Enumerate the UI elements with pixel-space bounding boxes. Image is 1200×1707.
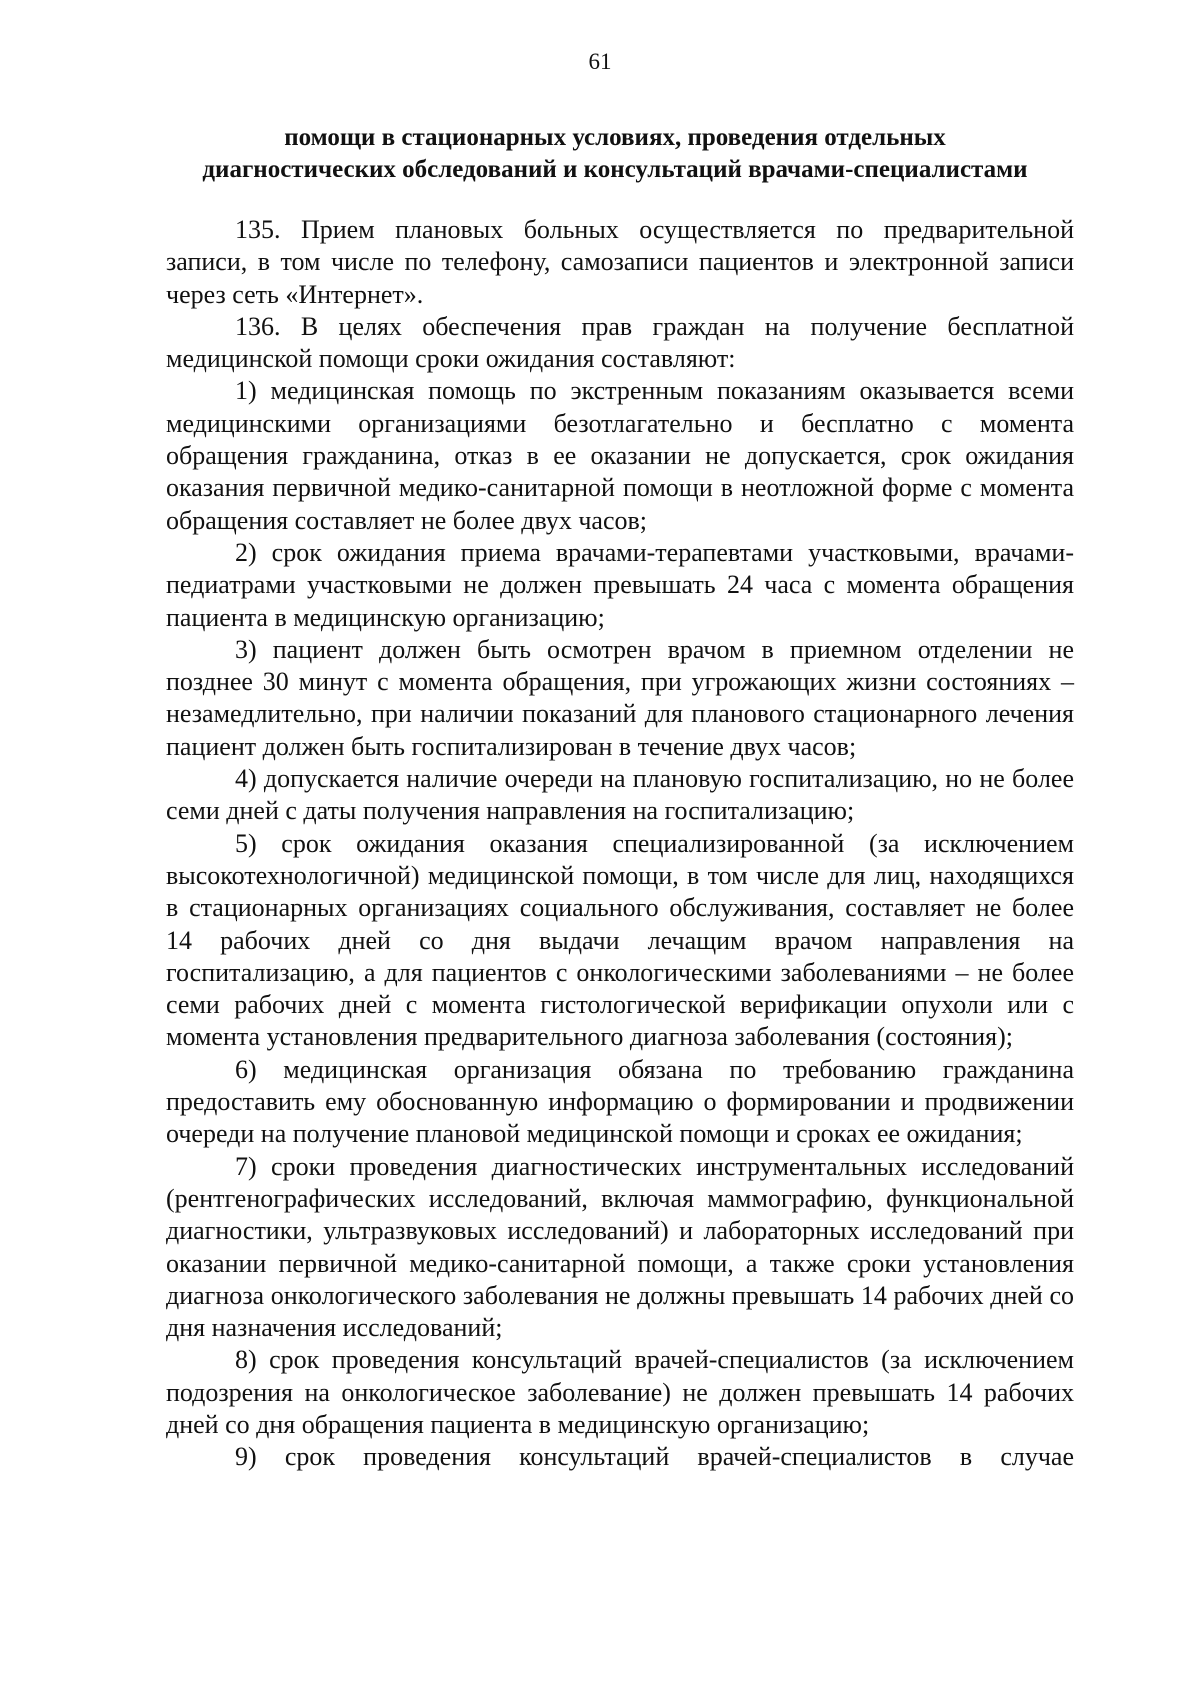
list-item-8: 8) срок проведения консультаций врачей-специалистов (за исключением подозрения на онкологическое заболевание) не должен превышать 14 рабочих дней со дня обращения пациента в медицинскую организацию; <box>166 1345 1074 1439</box>
heading-line-1: помощи в стационарных условиях, проведения отдельных <box>284 124 946 151</box>
list-item-4: 4) допускается наличие очереди на плановую госпитализацию, но не более семи дней с даты получения направления на госпитализацию; <box>166 764 1074 826</box>
list-item-6: 6) медицинская организация обязана по требованию гражданина предоставить ему обоснованную информацию о формировании и продвижении очереди на получение плановой медицинской помощи и сроках ее ожидания; <box>166 1054 1074 1149</box>
document-body <box>166 214 1074 1474</box>
section-heading <box>160 122 1070 186</box>
list-item-2: 2) срок ожидания приема врачами-терапевтами участковыми, врачами-педиатрами участковыми не должен превышать 24 часа с момента обращения пациента в медицинскую организацию; <box>166 537 1074 632</box>
page-number: 61 <box>588 49 612 74</box>
list-item-1: 1) медицинская помощь по экстренным показаниям оказывается всеми медицинскими организациями безотлагательно и бесплатно с момента обращения гражданина, отказ в ее оказании не допускается, срок ожидания оказания первичной медико-санитарной помощи в неотложной форме с момента обращения составляет не более двух часов; <box>166 376 1074 535</box>
paragraph-136: 136. В целях обеспечения прав граждан на получение бесплатной медицинской помощи сроки ожидания составляют: <box>166 311 1074 374</box>
list-item-9: 9) срок проведения консультаций врачей-специалистов в случае <box>235 1442 1074 1472</box>
heading-line-2: диагностических обследований и консультаций врачами-специалистами <box>202 156 1028 183</box>
list-item-3: 3) пациент должен быть осмотрен врачом в приемном отделении не позднее 30 минут с момента обращения, при угрожающих жизни состояниях – незамедлительно, при наличии показаний для планового стационарного лечения пациент должен быть госпитализирован в течение двух часов; <box>166 634 1074 761</box>
list-item-5: 5) срок ожидания оказания специализированной (за исключением высокотехнологичной) медицинской помощи, в том числе для лиц, находящихся в стационарных организациях социального обслуживания, составляет не более 14 рабочих дней со дня выдачи лечащим врачом направления на госпитализацию, а для пациентов с онкологическими заболеваниями – не более семи рабочих дней с момента гистологической верификации опухоли или с момента установления предварительного диагноза заболевания (состояния); <box>166 828 1074 1052</box>
list-item-7: 7) сроки проведения диагностических инструментальных исследований (рентгенографических исследований, включая маммографию, функциональной диагностики, ультразвуковых исследований) и лабораторных исследований при оказании первичной медико-санитарной помощи, а также сроки установления диагноза онкологического заболевания не должны превышать 14 рабочих дней со дня назначения исследований; <box>166 1151 1074 1343</box>
paragraph-135: 135. Прием плановых больных осуществляется по предварительной записи, в том числе по телефону, самозаписи пациентов и электронной записи через сеть «Интернет». <box>166 215 1074 309</box>
